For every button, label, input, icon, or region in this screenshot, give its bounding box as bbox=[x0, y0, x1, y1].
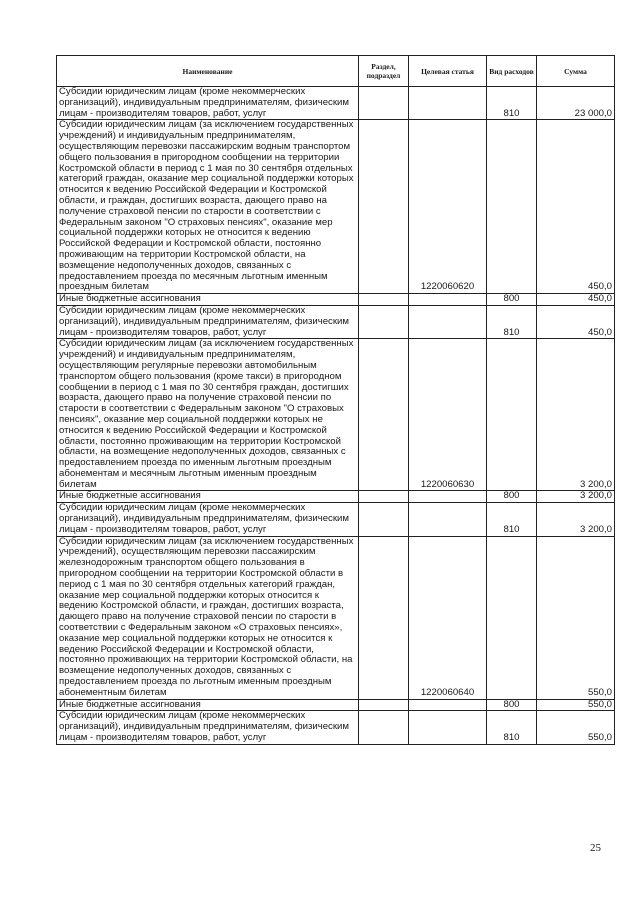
row-target bbox=[409, 491, 487, 503]
row-section bbox=[359, 339, 409, 491]
row-name: Иные бюджетные ассигнования bbox=[57, 294, 359, 306]
table-row bbox=[57, 503, 615, 536]
table-row bbox=[57, 305, 615, 338]
row-name: Субсидии юридическим лицам (за исключением государственных учреждений) и индивидуальным предпринимателям, осуществляющим перевозки пассажирским водным транспортом общего пользования в пригородном сообщении на территории Костромской области в период с 1 мая по 30 сентября отдельных категорий граждан, оказание мер социальной поддержки которых относится к ведению Российской Федерации и Костромской области, и граждан, достигших возраста, дающего право на получение страховой пенсии по старости в соответствии с Федеральным законом "О страховых пенсиях", оказание мер социальной поддержки которых не относится к ведению Российской Федерации и Костромской области, постоянно проживающим на территории Костромской области, на возмещение недополученных доходов, связанных с предоставлением проезда по месячным льготным именным проездным билетам bbox=[57, 120, 359, 294]
row-target bbox=[409, 294, 487, 306]
row-name: Иные бюджетные ассигнования bbox=[57, 491, 359, 503]
row-expense-type bbox=[487, 339, 537, 491]
row-name: Субсидии юридическим лицам (кроме некоммерческих организаций), индивидуальным предпринимателям, физическим лицам - производителям товаров, работ, услуг bbox=[57, 305, 359, 338]
row-expense-type: 800 bbox=[487, 699, 537, 711]
row-section bbox=[359, 305, 409, 338]
row-name: Субсидии юридическим лицам (за исключением государственных учреждений) и индивидуальным предпринимателям, осуществляющим регулярные перевозки автомобильным транспортом общего пользования (кроме такси) в пригородном сообщении в период с 1 мая по 30 сентября граждан, достигших возраста, дающего право на получение страховой пенсии по старости в соответствии с Федеральным законом "О страховых пенсиях", оказание мер социальной поддержки которых не относится к ведению Российской Федерации и Костромской области, постоянно проживающим на территории Костромской области, на возмещение недополученных доходов, связанных с предоставлением проезда по именным льготным проездным абонементам и месячным льготным именным проездным билетам bbox=[57, 339, 359, 491]
row-target bbox=[409, 87, 487, 120]
row-amount: 550,0 bbox=[537, 536, 615, 699]
row-section bbox=[359, 711, 409, 744]
table-row bbox=[57, 120, 615, 294]
row-name: Субсидии юридическим лицам (кроме некоммерческих организаций), индивидуальным предпринимателям, физическим лицам - производителям товаров, работ, услуг bbox=[57, 503, 359, 536]
row-name: Субсидии юридическим лицам (за исключением государственных учреждений), осуществляющим перевозки пассажирским железнодорожным транспортом общего пользования в пригородном сообщении на территории Костромской области в период с 1 мая по 30 сентября отдельных категорий граждан, оказание мер социальной поддержки которых относится к ведению Костромской области, и граждан, достигших возраста, дающего право на получение страховой пенсии по старости в соответствии с Федеральным законом «О страховых пенсиях», оказание мер социальной поддержки которых не относится к ведению Российской Федерации и Костромской области, постоянно проживающих на территории Костромской области, на возмещение недополученных доходов, связанных с предоставлением проезда по льготным именным проездным абонементным билетам bbox=[57, 536, 359, 699]
row-section bbox=[359, 87, 409, 120]
row-amount: 3 200,0 bbox=[537, 491, 615, 503]
row-section bbox=[359, 503, 409, 536]
row-section bbox=[359, 536, 409, 699]
row-section bbox=[359, 699, 409, 711]
table-header-row bbox=[57, 56, 615, 87]
page-number: 25 bbox=[590, 842, 601, 854]
row-target bbox=[409, 503, 487, 536]
table-row bbox=[57, 699, 615, 711]
table-row bbox=[57, 711, 615, 744]
row-target: 1220060620 bbox=[409, 120, 487, 294]
row-amount: 550,0 bbox=[537, 711, 615, 744]
row-expense-type: 810 bbox=[487, 503, 537, 536]
row-name: Субсидии юридическим лицам (кроме некоммерческих организаций), индивидуальным предпринимателям, физическим лицам - производителям товаров, работ, услуг bbox=[57, 711, 359, 744]
row-expense-type: 800 bbox=[487, 294, 537, 306]
row-amount: 23 000,0 bbox=[537, 87, 615, 120]
header-section: Раздел, подраздел bbox=[359, 56, 409, 87]
header-name: Наименование bbox=[57, 56, 359, 87]
table-row bbox=[57, 87, 615, 120]
row-name: Субсидии юридическим лицам (кроме некоммерческих организаций), индивидуальным предпринимателям, физическим лицам - производителям товаров, работ, услуг bbox=[57, 87, 359, 120]
row-section bbox=[359, 491, 409, 503]
row-expense-type: 810 bbox=[487, 711, 537, 744]
row-section bbox=[359, 294, 409, 306]
table-row bbox=[57, 339, 615, 491]
row-target bbox=[409, 305, 487, 338]
row-target bbox=[409, 699, 487, 711]
table-row bbox=[57, 536, 615, 699]
table-row bbox=[57, 491, 615, 503]
row-expense-type bbox=[487, 536, 537, 699]
header-expense-type: Вид расходов bbox=[487, 56, 537, 87]
row-amount: 550,0 bbox=[537, 699, 615, 711]
header-amount: Сумма bbox=[537, 56, 615, 87]
header-target: Целевая статья bbox=[409, 56, 487, 87]
row-expense-type: 810 bbox=[487, 87, 537, 120]
budget-table bbox=[56, 55, 615, 745]
row-expense-type: 810 bbox=[487, 305, 537, 338]
row-expense-type bbox=[487, 120, 537, 294]
row-expense-type: 800 bbox=[487, 491, 537, 503]
row-amount: 3 200,0 bbox=[537, 339, 615, 491]
row-amount: 3 200,0 bbox=[537, 503, 615, 536]
row-amount: 450,0 bbox=[537, 120, 615, 294]
row-amount: 450,0 bbox=[537, 294, 615, 306]
row-target bbox=[409, 711, 487, 744]
table-row bbox=[57, 294, 615, 306]
row-section bbox=[359, 120, 409, 294]
row-target: 1220060630 bbox=[409, 339, 487, 491]
row-target: 1220060640 bbox=[409, 536, 487, 699]
row-amount: 450,0 bbox=[537, 305, 615, 338]
row-name: Иные бюджетные ассигнования bbox=[57, 699, 359, 711]
